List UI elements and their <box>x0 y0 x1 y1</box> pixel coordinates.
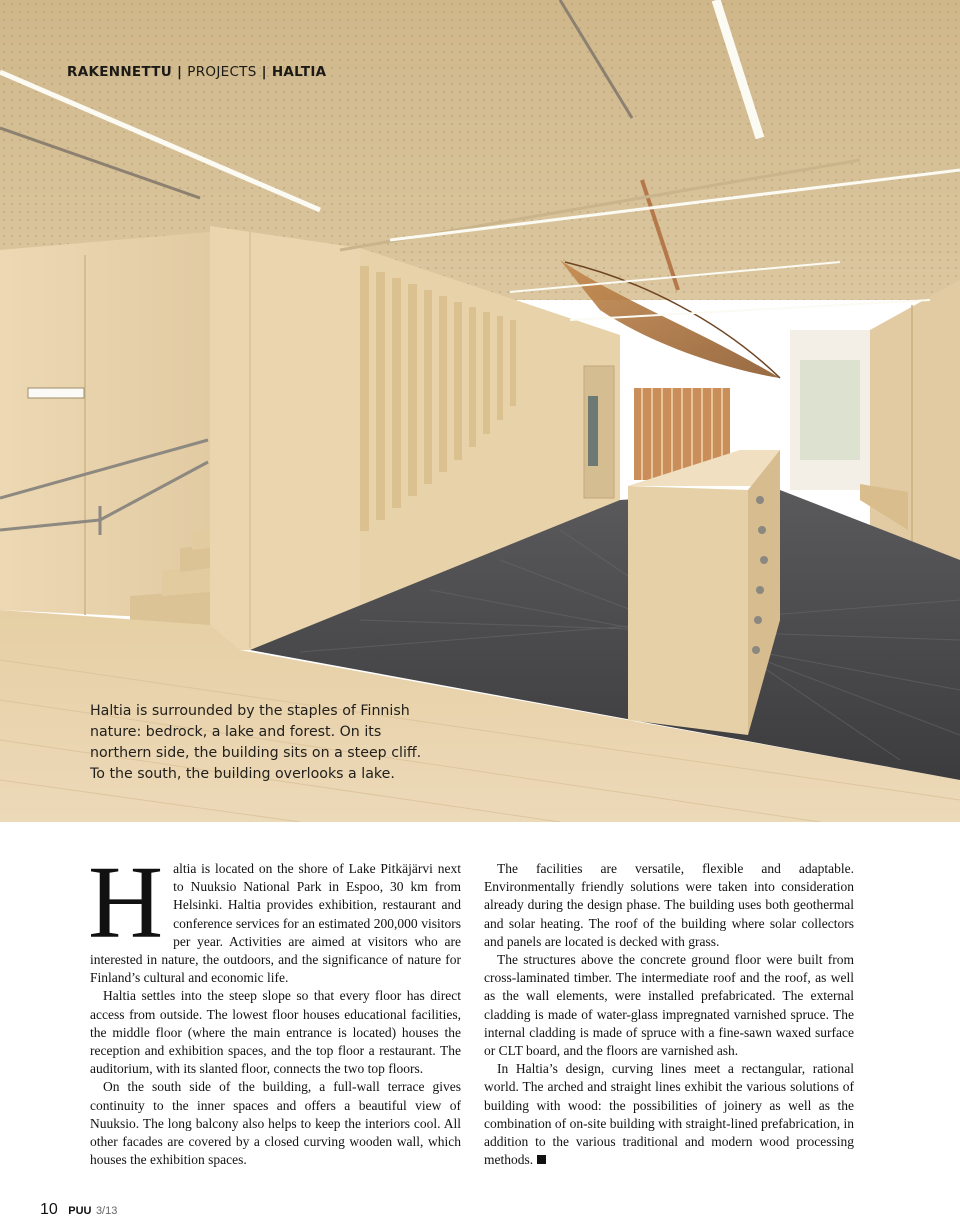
magazine-name: PUU <box>68 1205 92 1217</box>
category-name: PROJECTS <box>187 64 257 80</box>
caption-line: Haltia is surrounded by the staples of Finnish <box>90 703 410 719</box>
caption-line: northern side, the building sits on a steep cliff. <box>90 745 422 761</box>
article-paragraph: On the south side of the building, a full-wall terrace gives continuity to the inner spaces and offers a beautiful view of Nuuksio. The long balcony also helps to keep the interiors cool. All other facades are covered by a closed curving wooden wall, which houses the exhibition spaces. <box>90 1079 461 1168</box>
article-paragraph: The facilities are versatile, flexible and adaptable. Environmentally friendly solutions were taken into consideration already during the design phase. The building uses both geothermal and solar heating. The roof of the building where solar collectors and panels are located is decked with grass. <box>484 861 854 949</box>
end-mark-icon <box>537 1155 546 1164</box>
photo-caption <box>90 701 435 785</box>
wall-light <box>28 388 84 398</box>
long-counter <box>628 450 780 735</box>
caption-line: nature: bedrock, a lake and forest. On its <box>90 724 382 740</box>
caption-line: To the south, the building overlooks a lake. <box>90 766 395 782</box>
article-paragraph: Haltia settles into the steep slope so that every floor has direct access from outside. The lowest floor houses educational facilities, the middle floor (where the main entrance is located) houses the reception and exhibition spaces, and the top floor a restaurant. The auditorium, with its slanted floor, connects the two top floors. <box>90 988 461 1077</box>
drop-cap: H <box>88 845 164 960</box>
section-name: RAKENNETTU <box>67 64 173 80</box>
article-paragraph: altia is located on the shore of Lake Pitkäjärvi next to Nuuksio National Park in Espoo, 30 km from Helsinki. Haltia provides exhibition, restaurant and conference services for an estimated 200,000 visitors per year. Activities are aimed at visitors who are interested in nature, the outdoors, and the significance of nature for Finland’s cultural and economic life. <box>90 861 461 986</box>
page-footer <box>40 1201 117 1219</box>
article-paragraph <box>484 1060 854 1169</box>
left-wall <box>0 232 210 620</box>
article-paragraph: The structures above the concrete ground floor were built from cross-laminated timber. The intermediate roof and the roof, as well as the wall elements, were installed prefabricated. The external cladding is made of water-glass impregnated varnished spruce. The internal cladding is made of spruce with a fine-sawn waxed surface or CLT board, and the floors are varnished ash. <box>484 952 854 1059</box>
header-separator: | <box>256 64 272 80</box>
project-name: HALTIA <box>271 64 327 80</box>
issue-number: 3/13 <box>95 1205 118 1217</box>
page-number: 10 <box>40 1201 58 1218</box>
central-wall <box>210 226 360 650</box>
article-paragraph-text: In Haltia’s design, curving lines meet a rectangular, rational world. The arched and straight lines exhibit the various solutions of building with wood: the possibilities of joinery as well as the combination of on-site building with straight-lined prefabrication, in addition to the various traditional and modern wood processing methods. <box>484 1061 854 1168</box>
article-column-right <box>484 860 854 1169</box>
header-separator: | <box>172 64 188 80</box>
section-header <box>67 64 326 80</box>
article-column-left <box>88 845 461 1169</box>
